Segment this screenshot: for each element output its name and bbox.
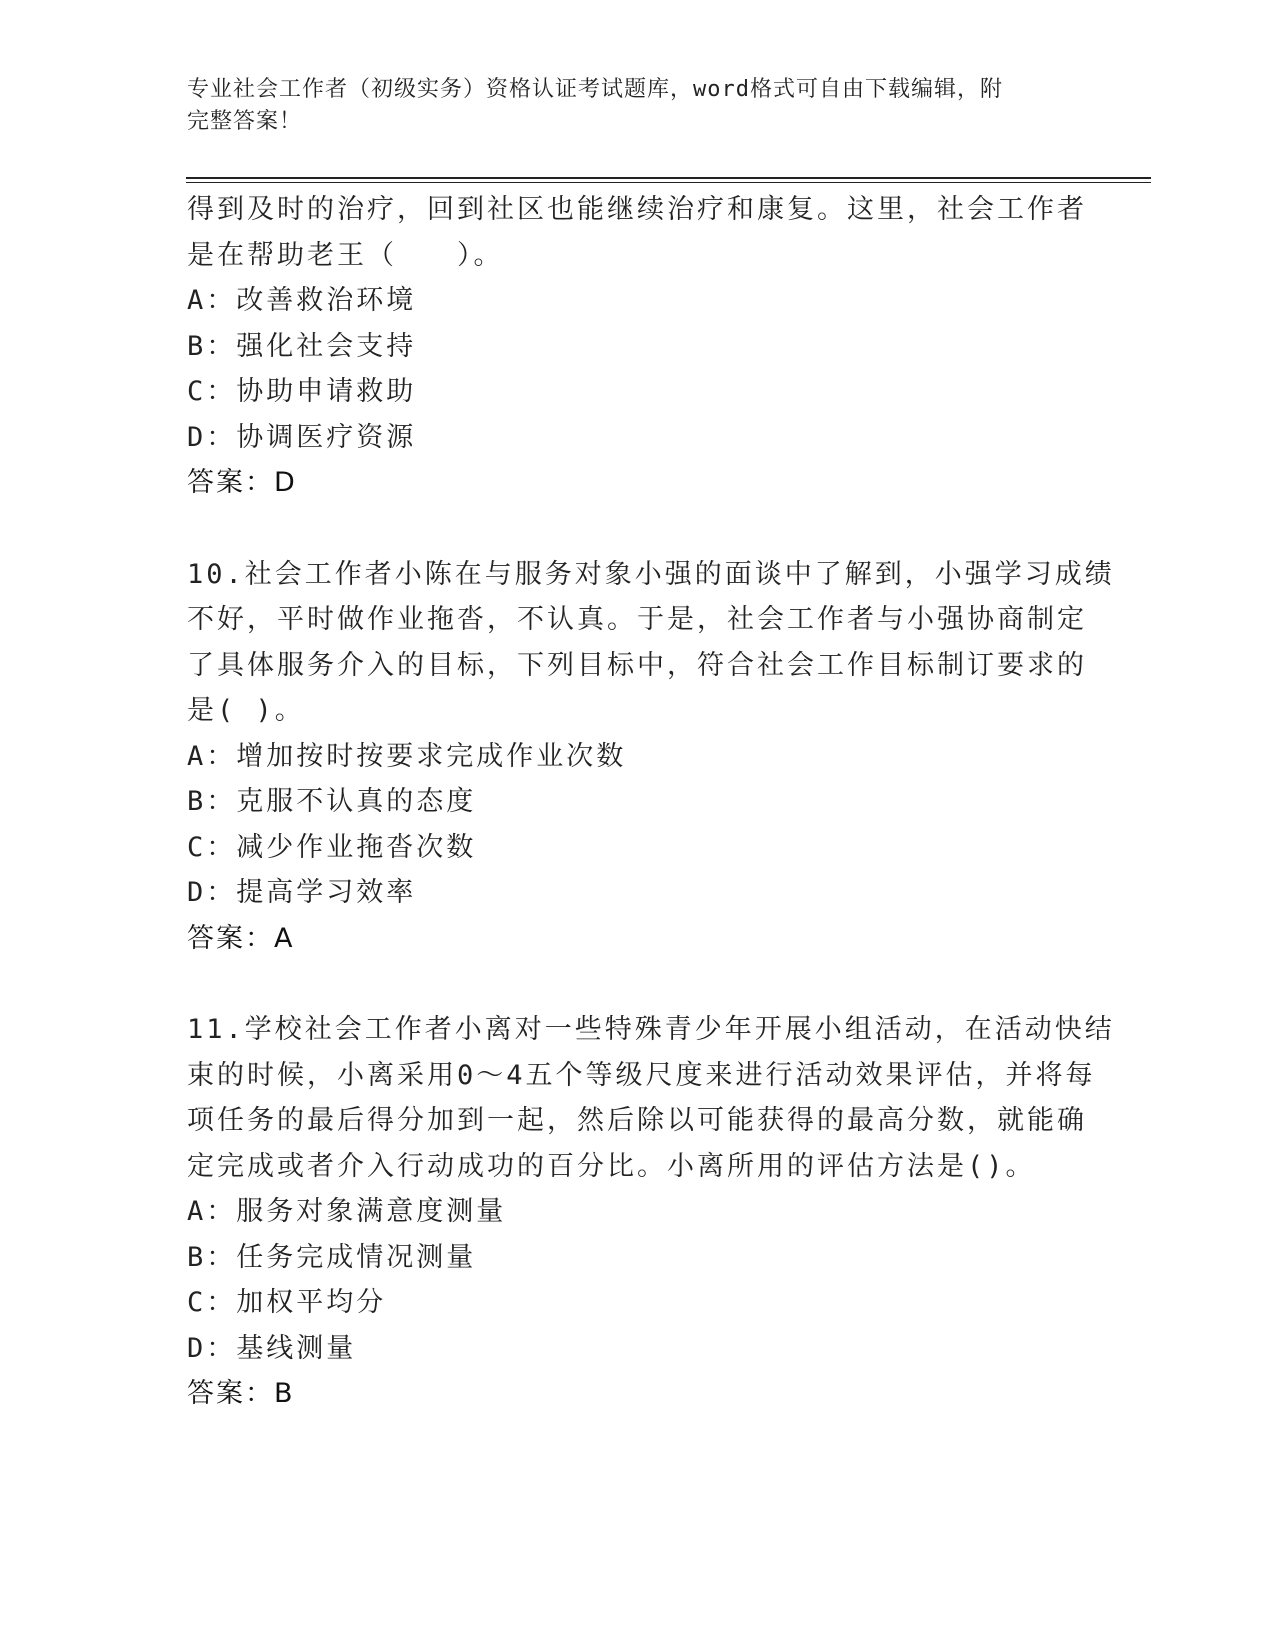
question-11 [187,1007,1115,1417]
question-9 [187,187,1087,506]
option-b: B：克服不认真的态度 [187,786,477,817]
question-text-line: 束的时候，小离采用0～4五个等级尺度来进行活动效果评估，并将每 [187,1059,1096,1091]
header-line-1: 专业社会工作者（初级实务）资格认证考试题库，word格式可自由下载编辑，附 [187,77,1003,102]
option-a: A：服务对象满意度测量 [187,1196,507,1227]
option-a: A：改善救治环境 [187,285,417,316]
question-text-line: 11.学校社会工作者小离对一些特殊青少年开展小组活动，在活动快结 [187,1014,1115,1045]
header-divider-thin [186,182,1151,183]
option-c: C：减少作业拖沓次数 [187,831,477,863]
option-b: B：任务完成情况测量 [187,1241,477,1273]
question-text-line: 定完成或者介入行动成功的百分比。小离所用的评估方法是()。 [187,1150,1036,1182]
answer-line: 答案：D [187,467,297,498]
answer-line: 答案：B [187,1378,295,1409]
question-text-line: 得到及时的治疗，回到社区也能继续治疗和康复。这里，社会工作者 [187,194,1087,225]
header-line-2: 完整答案！ [187,109,303,134]
option-c: C：协助申请救助 [187,376,417,407]
option-d: D：协调医疗资源 [187,421,417,453]
question-spacer [187,506,1087,552]
option-d: D：提高学习效率 [187,877,417,908]
option-a: A：增加按时按要求完成作业次数 [187,740,627,772]
option-d: D：基线测量 [187,1332,357,1364]
question-text-line: 是在帮助老王（ ）。 [187,239,504,271]
answer-line: 答案：A [187,922,295,954]
question-spacer [187,961,1087,1007]
question-text-line: 项任务的最后得分加到一起，然后除以可能获得的最高分数，就能确 [187,1105,1087,1136]
question-text-line: 了具体服务介入的目标，下列目标中，符合社会工作目标制订要求的 [187,649,1087,681]
question-text-line: 是( )。 [187,695,305,726]
option-c: C：加权平均分 [187,1287,387,1318]
question-text-line: 10.社会工作者小陈在与服务对象小强的面谈中了解到，小强学习成绩 [187,558,1115,590]
option-b: B：强化社会支持 [187,330,417,362]
question-10 [187,552,1115,962]
question-text-line: 不好，平时做作业拖沓，不认真。于是，社会工作者与小强协商制定 [187,604,1087,635]
page-header [187,74,1087,138]
header-divider-thick [186,177,1151,179]
question-list [187,187,1115,1417]
